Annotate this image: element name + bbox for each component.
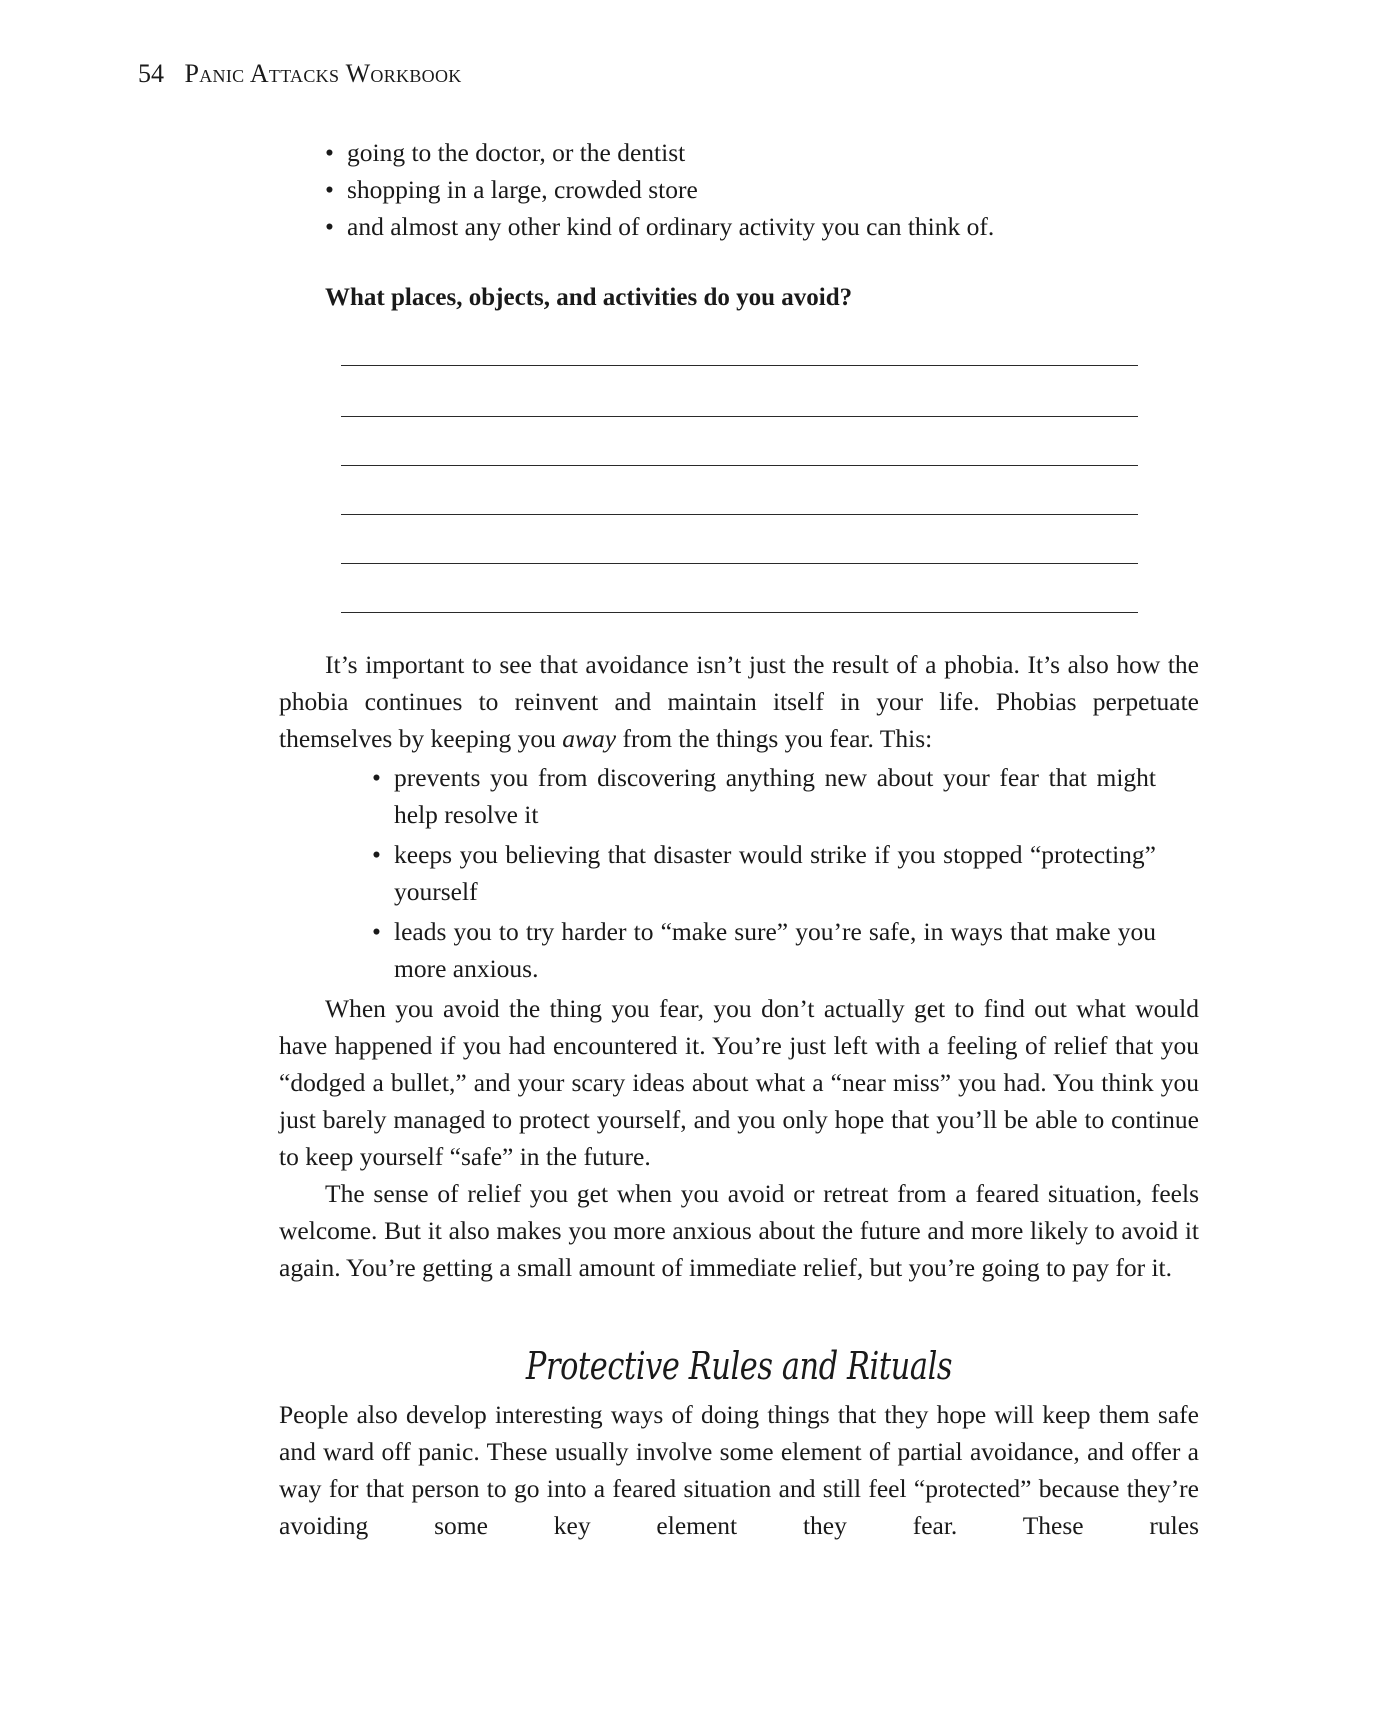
answer-line[interactable] [341, 612, 1138, 613]
bullet-icon: • [325, 175, 334, 204]
bullet-icon: • [372, 763, 381, 792]
body-text [279, 646, 1199, 1544]
consequence-bullet-list [372, 759, 1156, 987]
list-item-text: keeps you believing that disaster would strike if you stopped “protecting” yourself [394, 840, 1156, 906]
emphasis-away: away [562, 724, 617, 753]
paragraph-rules: People also develop interesting ways of doing things that they hope will keep them safe and ward off panic. These usually involve some element of partial avoidance, and offer a way for that person to go into a feared situation and still feel “protected” because they’re avoiding some key element they fear. These rules [279, 1400, 1199, 1540]
bullet-icon: • [325, 212, 334, 241]
list-item-text: going to the doctor, or the dentist [347, 138, 686, 167]
list-item-text: prevents you from discovering anything new about your fear that might help resolve it [394, 763, 1156, 829]
paragraph-encounter: When you avoid the thing you fear, you don’t actually get to find out what would have happened if you had encountered it. You’re just left with a feeling of relief that you “dodged a bullet,” and your scary ideas about what a “near miss” you had. You think you just barely managed to protect yourself, and you only hope that you’ll be able to continue to keep yourself “safe” in the future. [279, 994, 1199, 1171]
list-item [325, 208, 1145, 245]
section-heading: Protective Rules and Rituals [525, 1344, 953, 1388]
book-title: Panic Attacks Workbook [184, 59, 462, 88]
bullet-icon: • [372, 917, 381, 946]
list-item [372, 836, 1156, 910]
activity-bullet-list [325, 134, 1145, 245]
answer-line[interactable] [341, 465, 1138, 466]
list-item-text: and almost any other kind of ordinary activity you can think of. [347, 212, 995, 241]
para1-text-start: It’s important to see that avoidance isn’t just the result of a phobia. It’s also how the phobia continues to reinvent and maintain itself in your life. Phobias perpetuate themselves by keeping you [279, 650, 1199, 753]
para1-text-end: from the things you fear. This: [616, 724, 933, 753]
running-head [138, 58, 462, 90]
paragraph-avoidance [279, 646, 1199, 757]
list-item [372, 913, 1156, 987]
paragraph-relief: The sense of relief you get when you avoid or retreat from a feared situation, feels welcome. But it also makes you more anxious about the future and more likely to avoid it again. You’re getting a small amount of immediate relief, but you’re going to pay for it. [279, 1179, 1199, 1282]
list-item-text: leads you to try harder to “make sure” you’re safe, in ways that make you more anxious. [394, 917, 1156, 983]
answer-line[interactable] [341, 514, 1138, 515]
list-item [325, 171, 1145, 208]
list-item-text: shopping in a large, crowded store [347, 175, 698, 204]
answer-line[interactable] [341, 563, 1138, 564]
bullet-icon: • [372, 840, 381, 869]
answer-line[interactable] [341, 365, 1138, 366]
page-number: 54 [138, 59, 164, 88]
bullet-icon: • [325, 138, 334, 167]
worksheet-prompt: What places, objects, and activities do you avoid? [325, 284, 853, 311]
list-item [325, 134, 1145, 171]
answer-line[interactable] [341, 416, 1138, 417]
list-item [372, 759, 1156, 833]
